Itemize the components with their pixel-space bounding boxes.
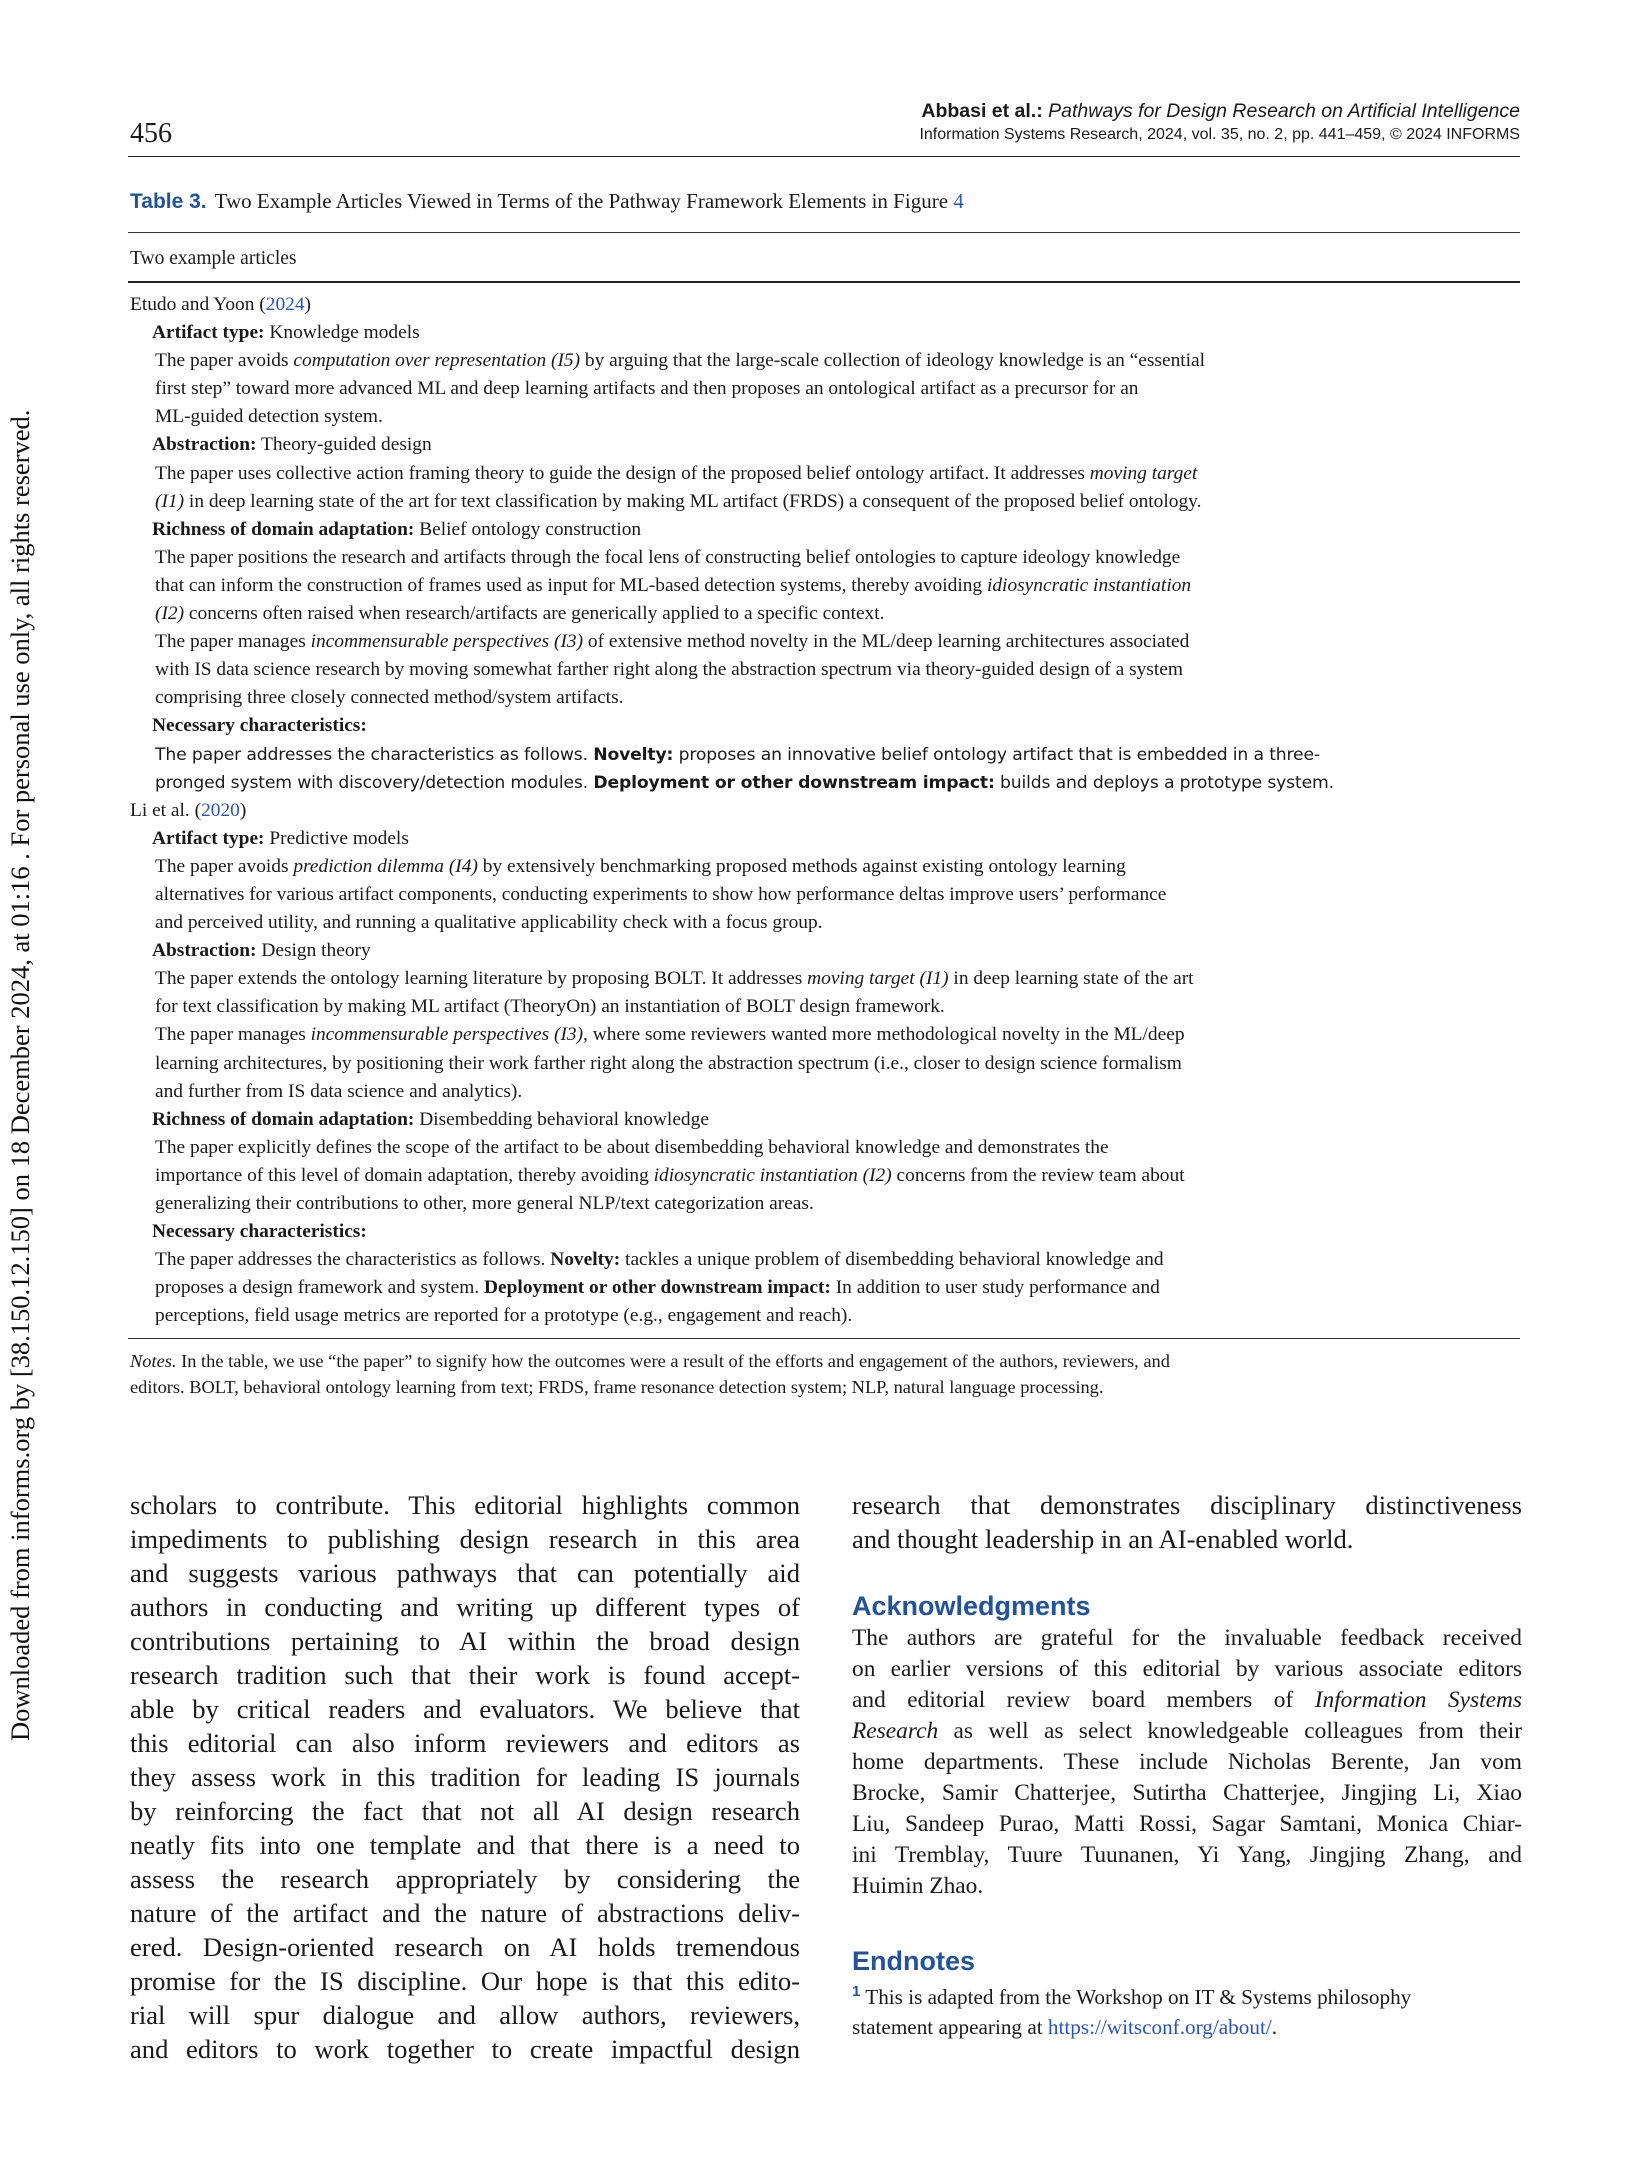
table-column-header: Two example articles xyxy=(130,248,297,269)
header-authors: Abbasi et al.: xyxy=(921,100,1043,122)
table-paragraph: The paper extends the ontology learning literature by proposing BOLT. It addresses moving target (I1) in deep learning state of the art for text classification by making ML artifact (TheoryOn) an instantiation of BOLT design framework. The paper manages incommensurable perspectives (I3), where some reviewers wanted more methodological novelty in the ML/deep learning architectures, by positioning their work farther right along the abstraction spectrum (i.e., closer to design science formalism and further from IS data science and analytics). xyxy=(155,968,1194,1102)
abstraction-row: Abstraction: Theory-guided design xyxy=(152,434,432,456)
table-caption-text: Two Example Articles Viewed in Terms of the Pathway Framework Elements in Figure xyxy=(214,189,949,213)
table-paragraph: The paper addresses the characteristics as follows. Novelty: tackles a unique problem of disembedding behavioral knowledge and proposes a design framework and system. Deployment or other downstream impact: In addition to user study performance and perceptions, field usage metrics are reported for a prototype (e.g., engagement and reach). xyxy=(155,1249,1164,1327)
table-paragraph: The paper addresses the characteristics as follows. Novelty: proposes an innovative belief ontology artifact that is embedded in a three- pronged system with discovery/detection modules. Deployment or other downstream impact: builds and deploys a prototype system. xyxy=(155,744,1334,793)
header-rule xyxy=(128,156,1520,157)
table-paragraph: The paper explicitly defines the scope of the artifact to be about disembedding behavioral knowledge and demonstrates the importance of this level of domain adaptation, thereby avoiding idiosyncratic instantiation (I2) concerns from the review team about generalizing their contributions to other, more general NLP/text categorization areas. xyxy=(155,1136,1185,1214)
table-label: Table 3. xyxy=(130,190,207,213)
left-column-text: scholars to contribute. This editorial highlights common impediments to publishing design research in this area and suggests various pathways that can potentially aid authors in conducting and writing up different types of contributions pertaining to AI within the broad design research tradition such that their work is found accept- able by critical readers and evaluators. We believe that this editorial can also inform reviewers and editors as they assess work in this tradition for leading IS journals by reinforcing the fact that not all AI design research neatly fits into one template and that there is a need to assess the research appropriately by considering the nature of the artifact and the nature of abstractions deliv- ered. Design-oriented research on AI holds tremendous promise for the IS discipline. Our hope is that this edito- rial will spur dialogue and allow authors, reviewers, and editors to work together to create impactful design xyxy=(130,1490,800,2064)
acknowledgments-heading: Acknowledgments xyxy=(852,1591,1091,1621)
acknowledgments-text: The authors are grateful for the invaluable feedback received on earlier versions of this editorial by various associate editors and editorial review board members of Information Systems Research as well as select knowledgeable colleagues from their home departments. These include Nicholas Berente, Jan vom Brocke, Samir Chatterjee, Sutirtha Chatterjee, Jingjing Li, Xiao Liu, Sandeep Purao, Matti Rossi, Sagar Samtani, Monica Chiar- ini Tremblay, Tuure Tuunanen, Yi Yang, Jingjing Zhang, and Huimin Zhao. xyxy=(852,1625,1522,1899)
table-notes: Notes. In the table, we use “the paper” to signify how the outcomes were a result of the efforts and engagement of the authors, reviewers, and editors. BOLT, behavioral ontology learning from text; FRDS, frame resonance detection system; NLP, natural language processing. xyxy=(130,1351,1170,1397)
table-body xyxy=(130,291,1520,1330)
table-paragraph: The paper avoids prediction dilemma (I4) by extensively benchmarking proposed methods against existing ontology learning alternatives for various artifact components, conducting experiments to show how performance deltas improve users’ performance and perceived utility, and running a qualitative applicability check with a focus group. xyxy=(155,855,1167,934)
running-header xyxy=(919,98,1520,146)
endnote-1: $^1$ This is adapted from the Workshop on IT & Systems philosophy statement appearing at https://witsconf.org/about/. xyxy=(852,1982,1412,2039)
article-title: Etudo and Yoon (2024) xyxy=(130,294,311,315)
article-title: Li et al. (2020) xyxy=(130,799,247,821)
table-rule-top xyxy=(128,232,1520,233)
right-column xyxy=(852,1488,1522,2042)
artifact-type-row: Artifact type: Knowledge models xyxy=(152,322,420,344)
table-rule-bottom xyxy=(128,1338,1520,1339)
download-notice: Downloaded from informs.org by [38.150.12.150] on 18 December 2024, at 01:16 . For personal use only, all rights reserved. xyxy=(5,409,35,1741)
table-rule-header xyxy=(128,281,1520,283)
richness-row: Richness of domain adaptation: Belief ontology construction xyxy=(152,518,642,540)
richness-row: Richness of domain adaptation: Disembedding behavioral knowledge xyxy=(152,1108,709,1130)
header-title: Pathways for Design Research on Artificial Intelligence xyxy=(1048,100,1520,122)
artifact-type-row: Artifact type: Predictive models xyxy=(152,827,409,849)
abstraction-row: Abstraction: Design theory xyxy=(152,940,371,962)
table-paragraph: The paper positions the research and artifacts through the focal lens of constructing belief ontologies to capture ideology knowledge that can inform the construction of frames used as input for ML-based detection systems, thereby avoiding idiosyncratic instantiation (I2) concerns often raised when research/artifacts are generically applied to a specific context. The paper manages incommensurable perspectives (I3) of extensive method novelty in the ML/deep learning architectures associated with IS data science research by moving somewhat farther right along the abstraction spectrum via theory-guided design of a system comprising three closely connected method/system artifacts. xyxy=(155,546,1192,709)
necessary-row: Necessary characteristics: xyxy=(152,1221,367,1243)
conclusion-end: research that demonstrates disciplinary distinctiveness and thought leadership in an AI-enabled world. xyxy=(852,1490,1522,1554)
witsconf-link[interactable]: https://witsconf.org/about/ xyxy=(1047,2015,1272,2039)
table-paragraph: The paper avoids computation over representation (I5) by arguing that the large-scale collection of ideology knowledge is an “essential first step” toward more advanced ML and deep learning artifacts and then proposes an ontological artifact as a precursor for an ML-guided detection system. xyxy=(155,350,1206,428)
table-paragraph: The paper uses collective action framing theory to guide the design of the proposed belief ontology artifact. It addresses moving target (I1) in deep learning state of the art for text classification by making ML artifact (FRDS) a consequent of the proposed belief ontology. xyxy=(155,462,1202,512)
table-caption xyxy=(130,186,964,217)
header-journal: Information Systems Research, 2024, vol. 35, no. 2, pp. 441–459, © 2024 INFORMS xyxy=(919,126,1520,143)
endnote-number: 1 xyxy=(852,1982,861,2000)
citation-link[interactable]: 2024 xyxy=(265,294,305,315)
page-number: 456 xyxy=(130,118,172,149)
citation-link[interactable]: 2020 xyxy=(201,799,240,821)
necessary-row: Necessary characteristics: xyxy=(152,715,367,737)
endnotes-heading: Endnotes xyxy=(852,1946,976,1976)
figure-link[interactable]: 4 xyxy=(953,189,964,213)
